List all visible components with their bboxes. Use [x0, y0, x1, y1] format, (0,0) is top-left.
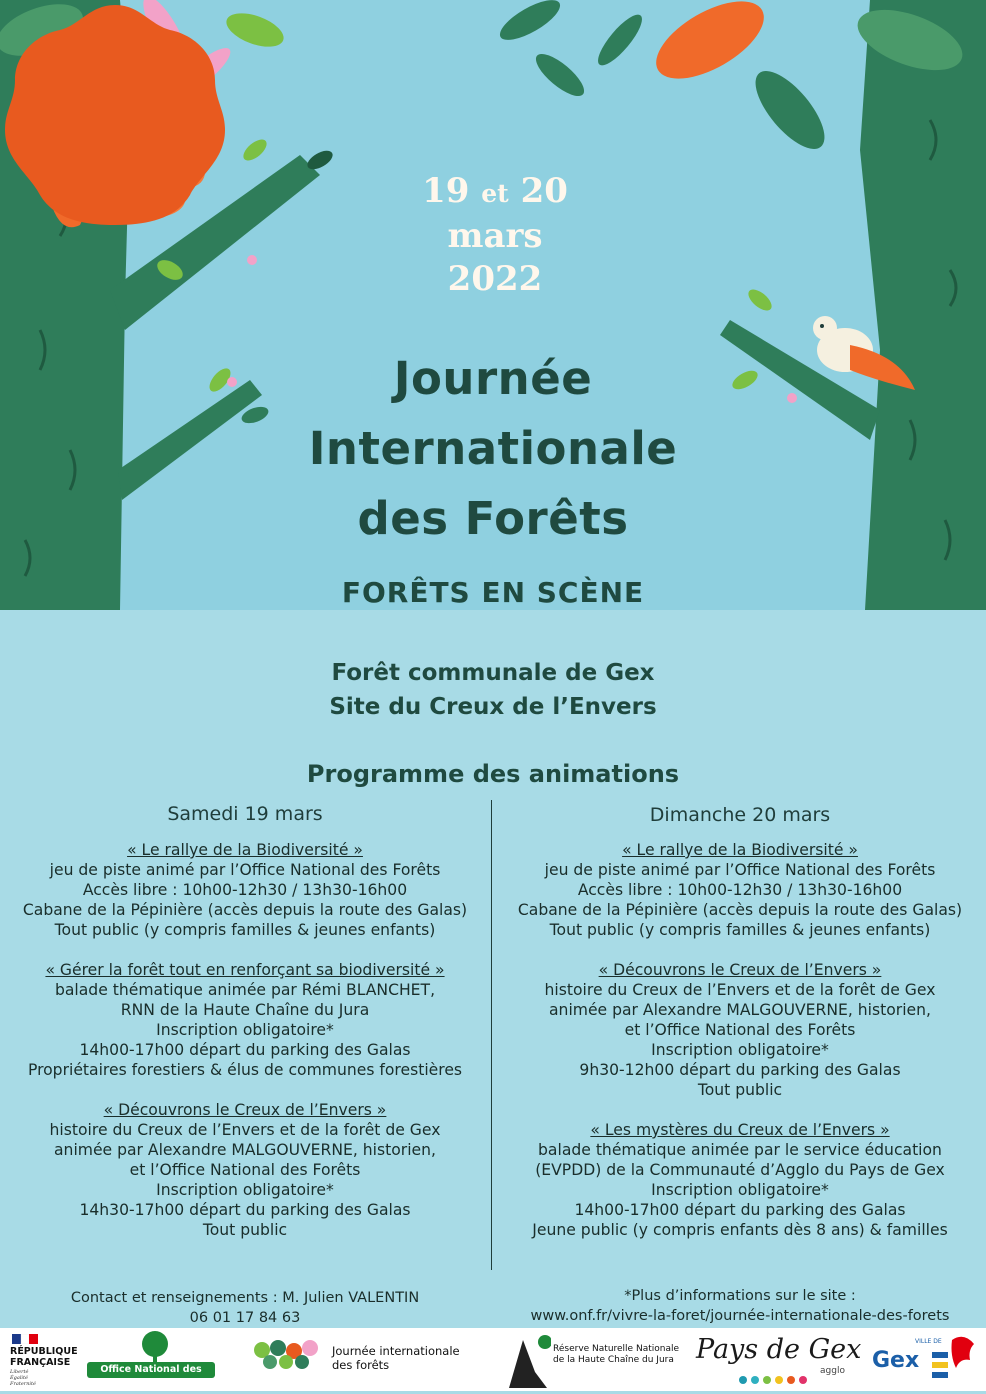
french-flag-icon	[12, 1334, 38, 1344]
sunday-column	[500, 800, 980, 1260]
gex-crest-icon	[930, 1332, 980, 1386]
jif-trees-icon	[252, 1338, 324, 1372]
website-link[interactable]: www.onf.fr/vivre-la-foret/journée-internationale-des-forets	[530, 1308, 950, 1324]
date-badge	[0, 0, 230, 230]
event-item: « Les mystères du Creux de l’Envers » balade thématique animée par le service éducation (EVPDD) de la Communauté d’Agglo du Pays de Gex Inscription obligatoire* 14h00-17h00 départ du parking des Galas Jeune public (y compris enfants dès 8 ans) & familles	[532, 1121, 948, 1239]
program-title: Programme des animations	[306, 760, 680, 788]
page-title: Journée Internationale des Forêts	[308, 352, 678, 545]
column-divider	[491, 800, 492, 1270]
jif-logo: Journée internationale des forêts	[332, 1344, 460, 1372]
phone-number[interactable]: 06 01 17 84 63	[189, 1310, 301, 1326]
event-subtitle: FORÊTS EN SCÈNE	[341, 576, 645, 609]
rnn-logo-icon	[505, 1332, 551, 1388]
republique-francaise-logo: RÉPUBLIQUE FRANÇAISE	[10, 1346, 78, 1368]
onf-logo: Office National des Forêts	[87, 1362, 215, 1378]
more-info: *Plus d’informations sur le site : www.onf.fr/vivre-la-foret/journée-internationale-des-forets	[500, 1286, 980, 1326]
hero-illustration	[0, 0, 986, 610]
day-heading: Samedi 19 mars	[167, 803, 323, 825]
event-item: « Gérer la forêt tout en renforçant sa biodiversité » balade thématique animée par Rémi BLANCHET, RNN de la Haute Chaîne du Jura Inscription obligatoire* 14h00-17h00 départ du parking des Galas Propriétaires forestiers & élus de communes forestières	[27, 961, 463, 1079]
event-item: « Découvrons le Creux de l’Envers » histoire du Creux de l’Envers et de la forêt de Gex animée par Alexandre MALGOUVERNE, historien, et l’Office National des Forêts Inscription obligatoire* 14h30-17h00 départ du parking des Galas Tout public	[49, 1101, 441, 1239]
pays-de-gex-dots-icon	[738, 1375, 808, 1385]
event-location: Forêt communale de Gex Site du Creux de l’Envers	[329, 660, 657, 720]
footer-logos	[0, 1328, 986, 1391]
saturday-column	[5, 800, 485, 1260]
onf-tree-icon	[135, 1330, 175, 1364]
contact-info: Contact et renseignements : M. Julien VALENTIN 06 01 17 84 63	[40, 1288, 450, 1328]
date-badge-text: 19 et 20 mars 2022	[422, 171, 568, 299]
ville-de-gex-logo: Gex	[872, 1348, 920, 1373]
republique-motto: Liberté Égalité Fraternité	[10, 1369, 36, 1387]
pays-de-gex-logo: Pays de Gex	[696, 1334, 862, 1365]
day-heading: Dimanche 20 mars	[649, 804, 831, 826]
event-item: « Le rallye de la Biodiversité » jeu de piste animé par l’Office National des Forêts Accès libre : 10h00-12h30 / 13h30-16h00 Cabane de la Pépinière (accès depuis la route des Galas) Tout public (y compris familles & jeunes enfants)	[517, 841, 963, 939]
ville-de-gex-label: VILLE DE	[915, 1338, 942, 1345]
rnn-logo: Réserve Naturelle Nationale de la Haute Chaîne du Jura	[553, 1344, 679, 1365]
event-item: « Découvrons le Creux de l’Envers » histoire du Creux de l’Envers et de la forêt de Gex animée par Alexandre MALGOUVERNE, historien, et l’Office National des Forêts Inscription obligatoire* 9h30-12h00 départ du parking des Galas Tout public	[544, 961, 936, 1099]
pays-de-gex-agglo: agglo	[820, 1366, 845, 1376]
event-item: « Le rallye de la Biodiversité » jeu de piste animé par l’Office National des Forêts Accès libre : 10h00-12h30 / 13h30-16h00 Cabane de la Pépinière (accès depuis la route des Galas) Tout public (y compris familles & jeunes enfants)	[22, 841, 468, 939]
